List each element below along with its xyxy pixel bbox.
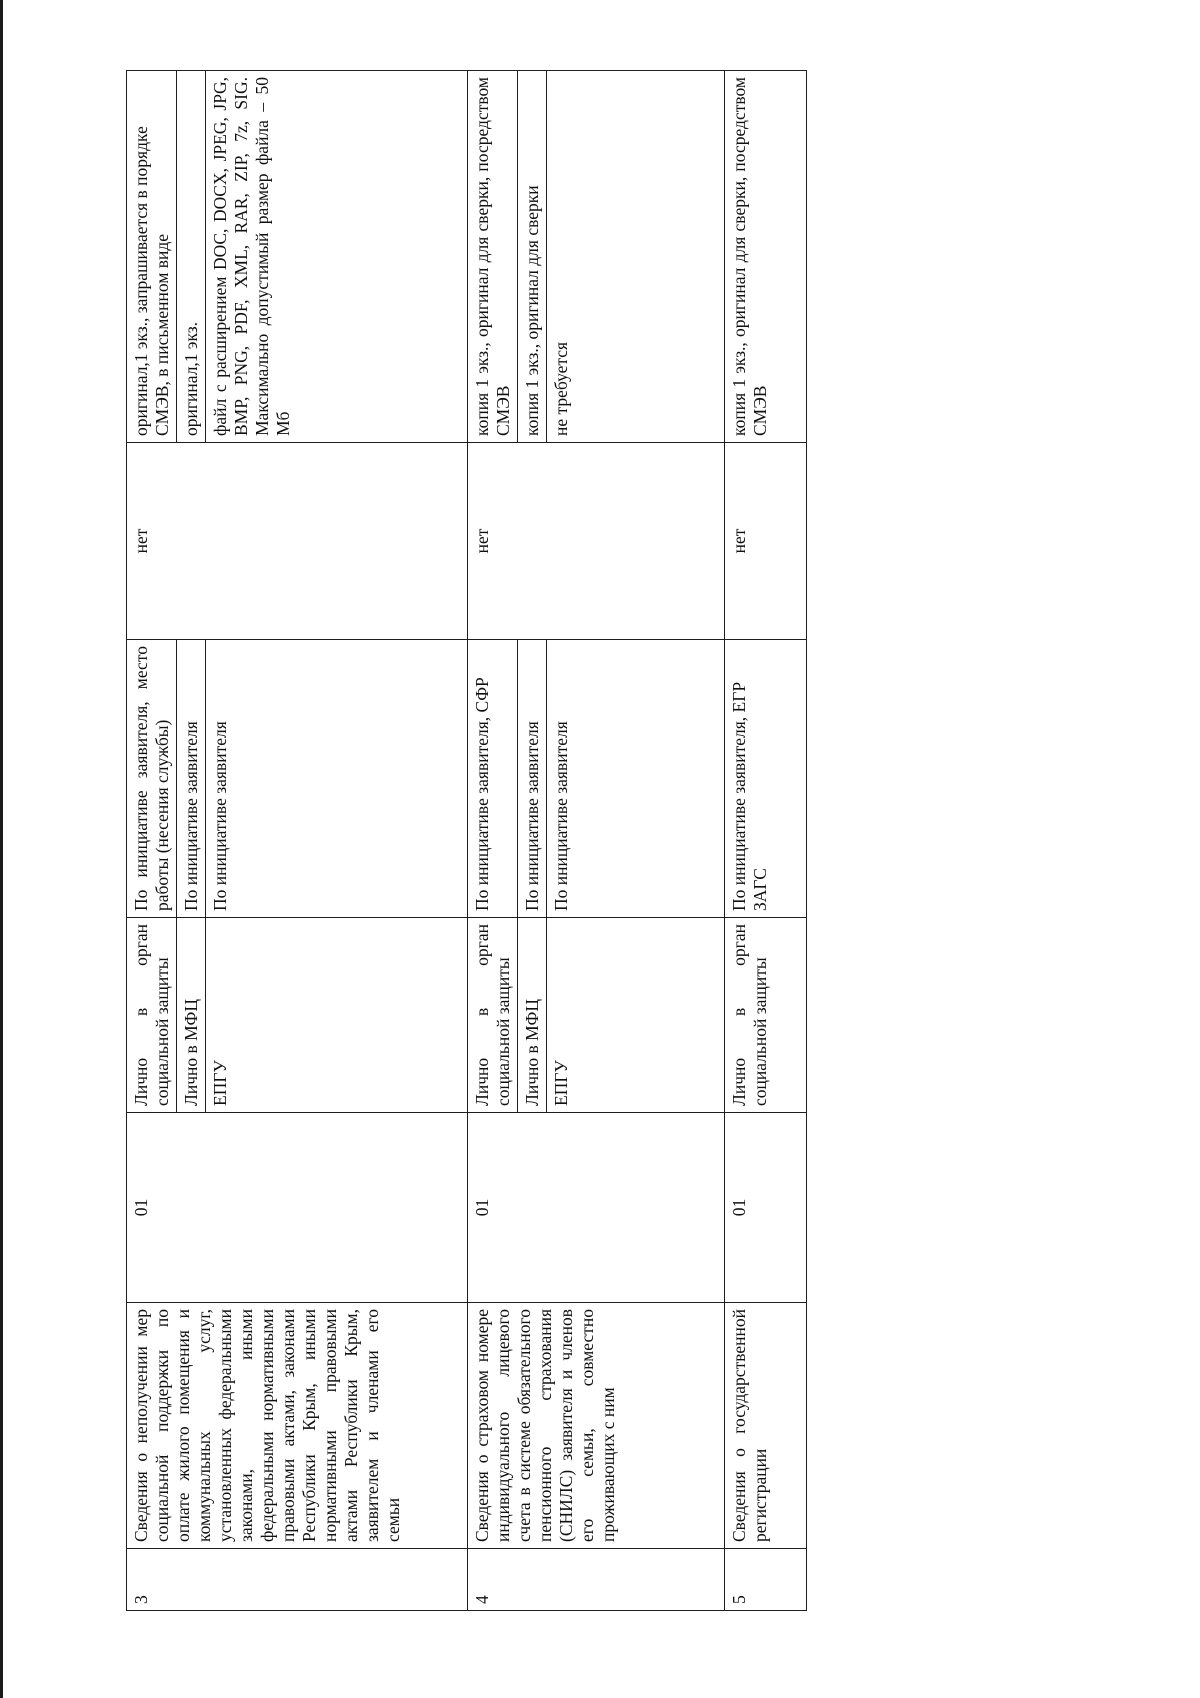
document-source: По инициативе заявителя, СФР bbox=[468, 640, 518, 918]
submission-way: ЕПГУ bbox=[547, 918, 725, 1113]
document-form: файл с расширением DOC, DOCX, JPEG, JPG, BMP, PNG, PDF, XML, RAR, ZIP, 7z, SIG. Максимально допустимый размер файла – 50 Мб bbox=[206, 71, 468, 443]
document-form: оригинал,1 экз., запрашивается в порядке СМЭВ, в письменном виде bbox=[127, 71, 177, 443]
row-number: 3 bbox=[127, 1549, 468, 1611]
table-row bbox=[127, 71, 177, 1611]
document-source: По инициативе заявителя, ЕГР ЗАГС bbox=[725, 640, 807, 918]
document-code: 01 bbox=[468, 1113, 725, 1303]
document-table bbox=[126, 70, 807, 1611]
table-row bbox=[468, 71, 518, 1611]
document-form: копия 1 экз., оригинал для сверки, посредством СМЭВ bbox=[725, 71, 807, 443]
document-name: Сведения о страховом номере индивидуального лицевого счета в системе обязательного пенсионного страхования (СНИЛС) заявителя и членов его семьи, совместно проживающих с ним bbox=[468, 1303, 725, 1549]
submission-way: ЕПГУ bbox=[206, 918, 468, 1113]
flag-value: нет bbox=[127, 443, 468, 640]
document-source: По инициативе заявителя bbox=[518, 640, 547, 918]
submission-way: Лично в орган социальной защиты bbox=[468, 918, 518, 1113]
flag-value: нет bbox=[725, 443, 807, 640]
document-source: По инициативе заявителя bbox=[177, 640, 206, 918]
submission-way: Лично в орган социальной защиты bbox=[127, 918, 177, 1113]
document-source: По инициативе заявителя, место работы (несения службы) bbox=[127, 640, 177, 918]
document-form: оригинал,1 экз. bbox=[177, 71, 206, 443]
document-code: 01 bbox=[725, 1113, 807, 1303]
row-number: 4 bbox=[468, 1549, 725, 1611]
submission-way: Лично в МФЦ bbox=[177, 918, 206, 1113]
document-name: Сведения о неполучении мер социальной поддержки по оплате жилого помещения и коммунальных услуг, установленных федеральными законами, иными федеральными нормативными правовыми актами, законами Республики Крым, иными нормативными правовыми актами Республики Крым, заявителем и членами его семьи bbox=[127, 1303, 468, 1549]
flag-value: нет bbox=[468, 443, 725, 640]
row-number: 5 bbox=[725, 1549, 807, 1611]
document-form: копия 1 экз., оригинал для сверки bbox=[518, 71, 547, 443]
document-source: По инициативе заявителя bbox=[206, 640, 468, 918]
document-code: 01 bbox=[127, 1113, 468, 1303]
submission-way: Лично в орган социальной защиты bbox=[725, 918, 807, 1113]
table-row bbox=[725, 71, 807, 1611]
document-name: Сведения о государственной регистрации bbox=[725, 1303, 807, 1549]
document-form: копия 1 экз., оригинал для сверки, посредством СМЭВ bbox=[468, 71, 518, 443]
submission-way: Лично в МФЦ bbox=[518, 918, 547, 1113]
document-form: не требуется bbox=[547, 71, 725, 443]
document-source: По инициативе заявителя bbox=[547, 640, 725, 918]
